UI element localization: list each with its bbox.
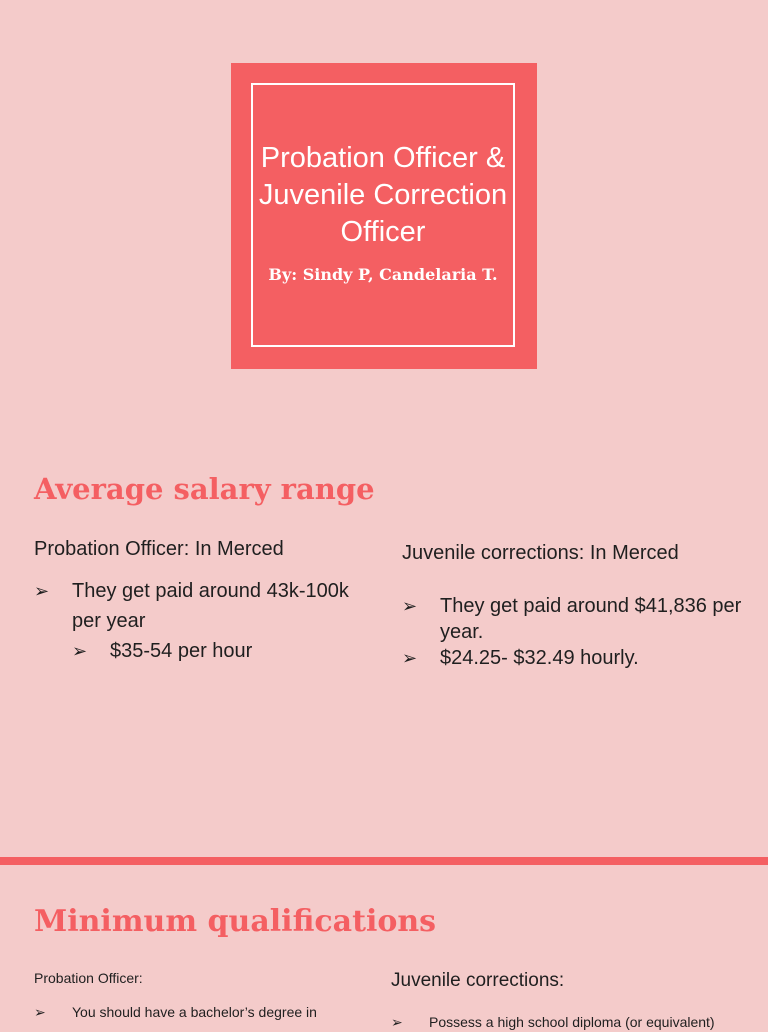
list-item [402, 593, 742, 645]
presentation-title: Probation Officer & Juvenile Correction Officer [258, 142, 508, 248]
arrow-bullet-icon: ➢ [34, 581, 50, 601]
juvenile-qualifications-title: Juvenile corrections: [391, 970, 565, 991]
probation-qualifications-title: Probation Officer: [34, 970, 143, 986]
title-frame [251, 83, 515, 347]
probation-salary-title: Probation Officer: In Merced [34, 538, 284, 560]
arrow-bullet-icon: ➢ [34, 1004, 46, 1020]
list-item [34, 576, 354, 636]
presentation-byline: By: Sindy P, Candelaria T. [268, 265, 498, 284]
list-item [402, 645, 742, 671]
list-item [34, 636, 354, 666]
qualifications-heading: Minimum qualifications [34, 904, 437, 939]
arrow-bullet-icon: ➢ [391, 1014, 403, 1030]
list-item [34, 1002, 354, 1022]
list-item-text: $35-54 per hour [110, 640, 253, 662]
arrow-bullet-icon: ➢ [402, 648, 418, 668]
juvenile-salary-list [402, 593, 742, 671]
list-item-text: $24.25- $32.49 hourly. [440, 647, 639, 669]
list-item-text: Possess a high school diploma (or equivalent) [429, 1014, 715, 1030]
list-item-text: They get paid around $41,836 per year. [440, 595, 742, 643]
probation-salary-list [34, 576, 354, 666]
list-item-text: They get paid around 43k-100k per year [72, 580, 349, 632]
arrow-bullet-icon: ➢ [402, 596, 418, 616]
salary-heading: Average salary range [34, 472, 375, 506]
slide-qualifications [0, 865, 768, 1024]
title-card [231, 63, 537, 369]
juvenile-salary-title: Juvenile corrections: In Merced [402, 542, 679, 564]
probation-qualifications-list [34, 1002, 354, 1022]
list-item-text: You should have a bachelor’s degree in [72, 1004, 317, 1020]
arrow-bullet-icon: ➢ [72, 641, 88, 661]
juvenile-qualifications-list [391, 1012, 751, 1032]
slide-divider [0, 857, 768, 865]
list-item [391, 1012, 751, 1032]
